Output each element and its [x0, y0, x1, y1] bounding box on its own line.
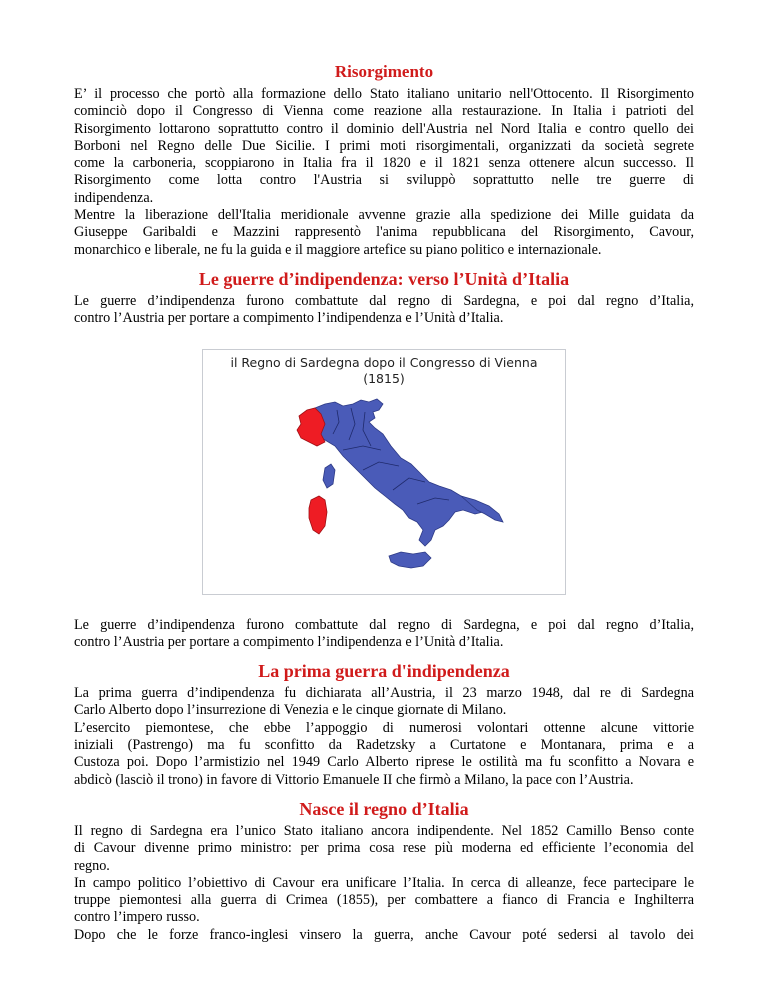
section-title-risorgimento: Risorgimento — [334, 62, 434, 81]
text-line: Carlo Alberto dopo l’insurrezione di Venezia e le cinque giornate di Milano. — [74, 702, 507, 719]
text-line: In campo politico l’obiettivo di Cavour era unificare l’Italia. In cerca di alleanze, fece partecipare le — [74, 874, 694, 891]
section-title-regno-italia: Nasce il regno d’Italia — [299, 798, 469, 819]
text-line: Le guerre d’indipendenza furono combattute dal regno di Sardegna, e poi dal regno d’Italia, — [74, 616, 694, 633]
text-line: Le guerre d’indipendenza furono combattute dal regno di Sardegna, e poi dal regno d’Italia, — [74, 292, 694, 309]
document-page — [74, 62, 694, 944]
section-title-prima-guerra: La prima guerra d'indipendenza — [258, 661, 510, 682]
paragraph-prima-guerra — [74, 685, 694, 789]
text-line: contro l’Austria per portare a compimento l’indipendenza e l’Unità d’Italia. — [74, 310, 504, 327]
map-region-sicilia — [389, 552, 431, 568]
paragraph-guerre-after-map — [74, 617, 694, 652]
paragraph-regno-italia — [74, 823, 694, 944]
paragraph-guerre-intro — [74, 293, 694, 328]
map-region-sardegna-isola — [309, 496, 327, 534]
text-line: come la carboneria, scoppiarono in Italia fra il 1820 e il 1821 senza ottenere alcun successo. Il — [74, 155, 694, 172]
text-line: monarchico e liberale, ne fu la guida e il maggiore artefice su piano politico e internazionale. — [74, 241, 602, 258]
text-line: contro l’Austria per portare a compimento l’indipendenza e l’Unità d’Italia. — [74, 633, 504, 650]
text-line: Mentre la liberazione dell'Italia meridionale avvenne grazie alla spedizione dei Mille guidata da — [74, 207, 694, 224]
map-region-other-states — [311, 399, 483, 546]
text-line: indipendenza. — [74, 189, 154, 206]
map-region-corsica — [323, 464, 335, 488]
text-line: truppe piemontesi alla guerra di Crimea (1855), per combattere a fianco di Francia e Inghilterra — [74, 892, 694, 909]
text-line: abdicò (lasciò il trono) in favore di Vittorio Emanuele II che firmò a Milano, la pace con l’Austria. — [74, 771, 634, 788]
text-line: regno. — [74, 857, 110, 874]
map-title-year: (1815) — [363, 370, 405, 386]
text-line: Giuseppe Garibaldi e Mazzini rappresentò l'anima repubblicana del Risorgimento, Cavour, — [74, 224, 694, 241]
map-figure-regno-sardegna — [202, 349, 566, 595]
map-region-regno-sardegna-continentale — [297, 408, 325, 446]
text-line: cominciò dopo il Congresso di Vienna come reazione alla restaurazione. In Italia i patrioti del — [74, 103, 694, 120]
text-line: di Cavour divenne primo ministro: per prima cosa rese più moderna ed efficiente l’economia del — [74, 840, 694, 857]
text-line: Risorgimento lottarono soprattutto contro il dominio dell'Austria nel Nord Italia e contro quello dei — [74, 120, 694, 137]
text-line: La prima guerra d’indipendenza fu dichiarata all’Austria, il 23 marzo 1948, dal re di Sardegna — [74, 685, 694, 702]
text-line: Custoza poi. Dopo l’armistizio nel 1949 Carlo Alberto riprese le ostilità ma fu sconfitto a Novara e — [74, 754, 694, 771]
map-title — [203, 355, 565, 387]
text-line: E’ il processo che portò alla formazione dello Stato italiano unitario nell'Ottocento. Il Risorgimento — [74, 86, 694, 102]
text-line: L’esercito piemontese, che ebbe l’appoggio di numerosi volontari ottenne alcune vittorie — [74, 719, 694, 736]
map-title-line: il Regno di Sardegna dopo il Congresso di Vienna — [230, 354, 538, 370]
text-line: Borboni nel Regno delle Due Sicilie. I primi moti risorgimentali, organizzati da società segrete — [74, 137, 694, 154]
text-line: iniziali (Pastrengo) ma fu sconfitto da Radetzsky a Curtatone e Montanara, prima e a — [74, 737, 694, 754]
text-line: Risorgimento come lotta contro l'Austria si sviluppò soprattutto nelle tre guerre di — [74, 172, 694, 189]
text-line: Il regno di Sardegna era l’unico Stato italiano ancora indipendente. Nel 1852 Camillo Benso conte — [74, 822, 694, 839]
text-line: contro l’impero russo. — [74, 909, 200, 926]
section-title-guerre: Le guerre d’indipendenza: verso l’Unità d’Italia — [198, 268, 570, 289]
paragraph-risorgimento — [74, 86, 694, 259]
text-line: Dopo che le forze franco-inglesi vinsero la guerra, anche Cavour poté sedersi al tavolo dei — [74, 926, 694, 943]
